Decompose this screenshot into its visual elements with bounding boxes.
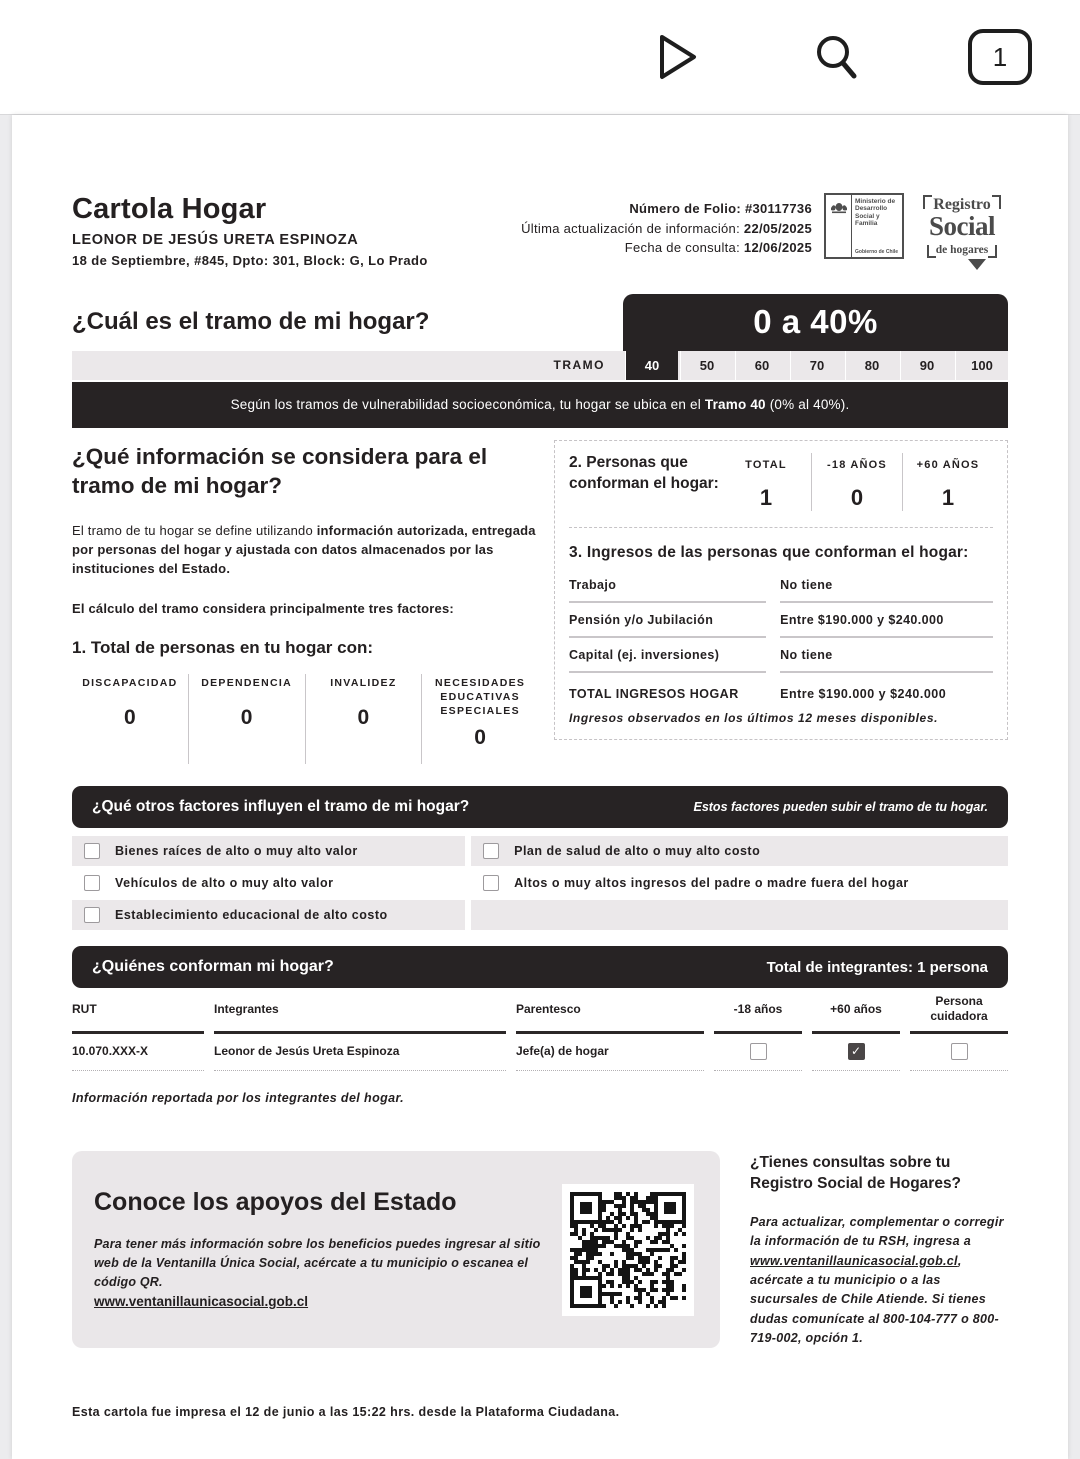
- checkbox-bienes-raices: [84, 843, 100, 859]
- member-rut: 10.070.XXX-X: [72, 1034, 204, 1071]
- checkbox-plan-salud: [483, 843, 499, 859]
- checkbox-over60: [848, 1043, 865, 1060]
- updated-line: Última actualización de información: 22/05/2025: [521, 220, 812, 236]
- incomes-table: [569, 568, 993, 725]
- supports-body: Para tener más información sobre los beneficios puedes ingresar al sitio web de la Ventanilla Única Social, acércate a tu municipio o escanea el código QR.: [94, 1237, 541, 1289]
- persons-stats: [721, 453, 993, 511]
- consulted-line: Fecha de consulta: 12/06/2025: [624, 240, 812, 255]
- incomes-heading: 3. Ingresos de las personas que conforman el hogar:: [569, 543, 969, 561]
- supports-heading: Conoce los apoyos del Estado: [94, 1188, 457, 1217]
- income-row-trabajo: Trabajo No tiene: [569, 568, 993, 603]
- factor-empty-cell: [471, 900, 1008, 930]
- folio-line: Número de Folio: #30117736: [629, 201, 812, 216]
- persons-heading: 2. Personas que conforman el hogar:: [569, 453, 719, 492]
- income-note: Ingresos observados en los últimos 12 meses disponibles.: [569, 710, 939, 725]
- other-factors-bar: [72, 786, 1008, 828]
- holder-name: LEONOR DE JESÚS URETA ESPINOZA: [72, 232, 359, 248]
- qr-code: [562, 1184, 694, 1316]
- info-paragraph-1: El tramo de tu hogar se define utilizando información autorizada, entregada por personas del hogar y ajustada con datos almacenados por las instituciones del Estado.: [72, 523, 536, 576]
- members-section: [72, 946, 1008, 1105]
- info-column: [72, 440, 538, 765]
- members-table: [72, 992, 1008, 1071]
- checkbox-under18: [750, 1043, 767, 1060]
- tramo-cell-70: 70: [790, 351, 843, 380]
- tramo-cell-40: 40: [625, 351, 678, 380]
- document-header: [72, 193, 1008, 270]
- tramo-scale: [72, 351, 1008, 380]
- registro-social-logo: Registro Social de hogares: [916, 193, 1008, 270]
- tramo-cell-90: 90: [900, 351, 953, 380]
- document-page: [12, 115, 1068, 1459]
- bottom-row: [72, 1151, 1008, 1348]
- member-name: Leonor de Jesús Ureta Espinoza: [214, 1034, 506, 1071]
- checkbox-caregiver: [951, 1043, 968, 1060]
- col-parentesco: Parentesco: [516, 992, 704, 1034]
- checkbox-establecimiento: [84, 907, 100, 923]
- members-total: Total de integrantes: 1 persona: [766, 958, 988, 976]
- stat-under18: -18 AÑOS 0: [811, 453, 902, 511]
- factor-plan-salud: Plan de salud de alto o muy alto costo: [471, 836, 1008, 866]
- stat-over60: +60 AÑOS 1: [902, 453, 993, 511]
- col-under18: -18 años: [714, 992, 802, 1034]
- logo-tail: [968, 259, 986, 270]
- ministry-logo-text: Ministerio de Desarrollo Social y Familia Gobierno de Chile: [855, 198, 899, 255]
- household-data-box: [554, 440, 1008, 740]
- tramo-range-badge: 0 a 40%: [623, 294, 1008, 351]
- income-total-row: TOTAL INGRESOS HOGAR Entre $190.000 y $240.000: [569, 686, 947, 701]
- factors-title: 1. Total de personas en tu hogar con:: [72, 637, 374, 657]
- col-cuidadora: Persona cuidadora: [910, 992, 1008, 1034]
- search-icon[interactable]: [810, 29, 862, 85]
- other-factors-heading: ¿Qué otros factores influyen el tramo de mi hogar?: [92, 798, 470, 816]
- consults-heading: ¿Tienes consultas sobre tu Registro Social de Hogares?: [750, 1153, 962, 1192]
- info-heading: ¿Qué información se considera para el tramo de mi hogar?: [72, 443, 488, 498]
- member-caregiver-cell: [910, 1034, 1008, 1071]
- holder-address: 18 de Septiembre, #845, Dpto: 301, Block: G, Lo Prado: [72, 253, 428, 268]
- document-title: Cartola Hogar: [72, 193, 267, 225]
- factor-vehiculos: Vehículos de alto o muy alto valor: [72, 868, 465, 898]
- factor-nee: NECESIDADES EDUCATIVAS ESPECIALES 0: [421, 674, 538, 765]
- tramo-cell-50: 50: [680, 351, 733, 380]
- member-over60-cell: [812, 1034, 900, 1071]
- member-relationship: Jefe(a) de hogar: [516, 1034, 704, 1071]
- tramo-cell-100: 100: [955, 351, 1008, 380]
- persons-section: [569, 453, 993, 528]
- factors-row: [72, 674, 538, 765]
- col-rut: RUT: [72, 992, 204, 1034]
- col-integrantes: Integrantes: [214, 992, 506, 1034]
- info-paragraph-2: El cálculo del tramo considera principalmente tres factores:: [72, 600, 454, 616]
- factor-invalidez: INVALIDEZ 0: [305, 674, 422, 765]
- other-factors-grid: [72, 836, 1008, 930]
- printed-note: Esta cartola fue impresa el 12 de junio a las 15:22 hrs. desde la Plataforma Ciudadana.: [72, 1405, 620, 1419]
- document-canvas: [0, 115, 1080, 1459]
- other-factors-note: Estos factores pueden subir el tramo de tu hogar.: [693, 800, 988, 815]
- member-under18-cell: [714, 1034, 802, 1071]
- factor-discapacidad: DISCAPACIDAD 0: [82, 676, 178, 729]
- supports-text: [94, 1188, 544, 1311]
- tramo-banner: Según los tramos de vulnerabilidad socioeconómica, tu hogar se ubica en el Tramo 40 (0% al 40%).: [72, 382, 1008, 428]
- tramo-scale-cells: [625, 351, 1008, 380]
- ministry-logo: [824, 193, 904, 259]
- tramo-section: [72, 294, 1008, 351]
- viewer-toolbar: [0, 0, 1080, 115]
- tramo-cell-80: 80: [845, 351, 898, 380]
- income-row-pension: Pensión y/o Jubilación Entre $190.000 y $240.000: [569, 603, 993, 638]
- page-number-box[interactable]: [968, 29, 1032, 85]
- col-over60: +60 años: [812, 992, 900, 1034]
- play-icon[interactable]: [652, 29, 704, 85]
- consults-column: [750, 1151, 1008, 1348]
- factor-establecimiento: Establecimiento educacional de alto costo: [72, 900, 465, 930]
- checkbox-altos-ingresos: [483, 875, 499, 891]
- tramo-cell-60: 60: [735, 351, 788, 380]
- info-columns: [72, 440, 1008, 765]
- page-number: 1: [992, 41, 1008, 72]
- header-meta: [521, 193, 1008, 270]
- consults-link[interactable]: www.ventanillaunicasocial.gob.cl: [750, 1253, 958, 1268]
- checkbox-vehiculos: [84, 875, 100, 891]
- tramo-scale-label: TRAMO: [553, 358, 605, 373]
- consults-body: Para actualizar, complementar o corregir la información de tu RSH, ingresa a www.ventanillaunicasocial.gob.cl, acércate a tu municipio o a las sucursales de Chile Atiende. Si tienes dudas comunícate al 800-104-777 o 800-719-002, opción 1.: [750, 1214, 1004, 1346]
- holder-block: [72, 193, 428, 268]
- income-row-capital: Capital (ej. inversiones) No tiene: [569, 638, 993, 673]
- members-note: Información reportada por los integrantes del hogar.: [72, 1090, 404, 1105]
- chile-coat-of-arms-icon: [826, 195, 852, 257]
- tramo-question: ¿Cuál es el tramo de mi hogar?: [72, 308, 430, 336]
- supports-box: [72, 1151, 720, 1348]
- members-heading: ¿Quiénes conforman mi hogar?: [92, 958, 334, 976]
- factor-altos-ingresos: Altos o muy altos ingresos del padre o madre fuera del hogar: [471, 868, 1008, 898]
- ventanilla-link[interactable]: www.ventanillaunicasocial.gob.cl: [94, 1294, 309, 1310]
- factor-bienes-raices: Bienes raíces de alto o muy alto valor: [72, 836, 465, 866]
- members-bar: [72, 946, 1008, 988]
- factor-dependencia: DEPENDENCIA 0: [188, 674, 305, 765]
- folio-block: [521, 199, 812, 258]
- stat-total: TOTAL 1: [745, 458, 787, 510]
